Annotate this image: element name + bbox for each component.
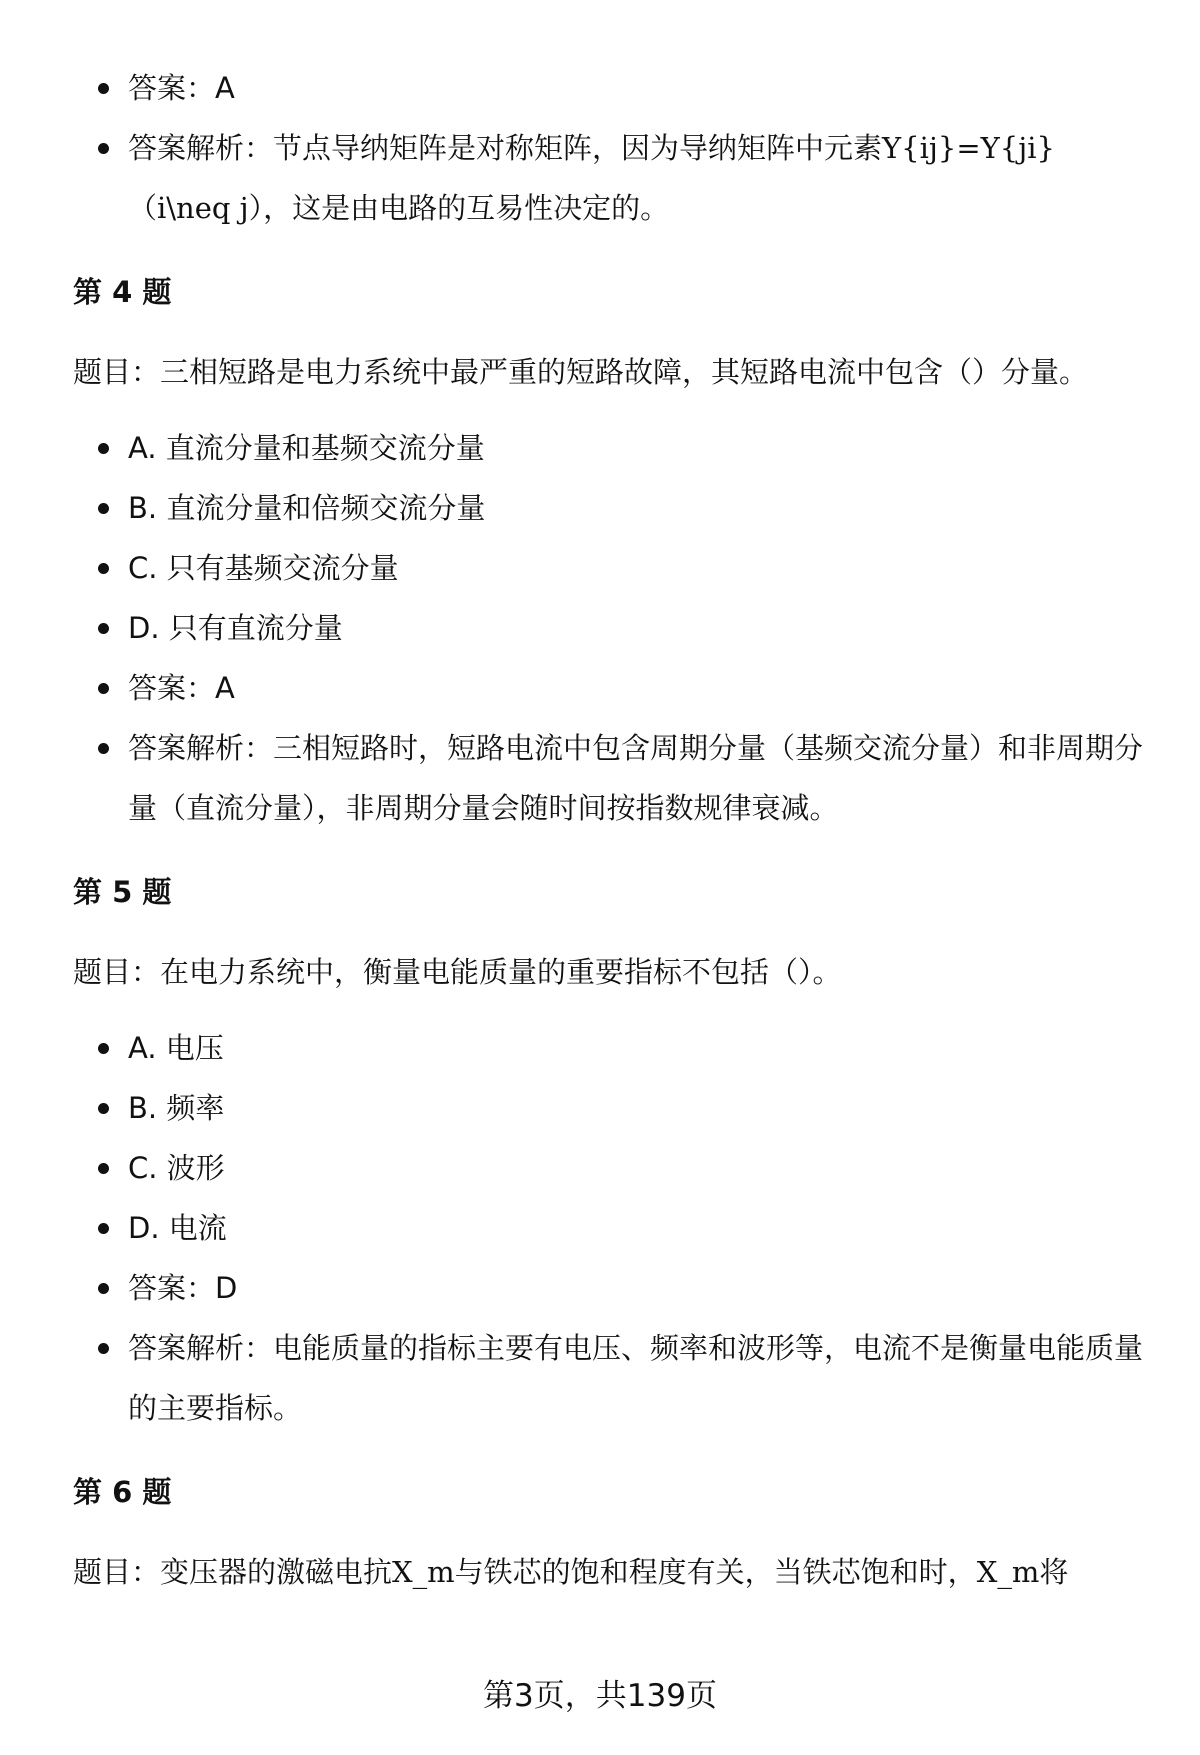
question-4-heading: 第 4 题 [73, 275, 172, 309]
option-a: A. 电压 [73, 1018, 1153, 1078]
page-content [73, 58, 1153, 1592]
prev-question-list [73, 58, 1153, 238]
analysis-text-end: ，这是由电路的互易性决定的。 [263, 191, 670, 225]
question-5-text: 题目：在电力系统中，衡量电能质量的重要指标不包括（）。 [73, 955, 842, 989]
analysis-item: 答案解析：电能质量的指标主要有电压、频率和波形等，电流不是衡量电能质量的主要指标。 [73, 1318, 1153, 1438]
question-4-options [73, 418, 1153, 838]
question-6-text-a: 题目：变压器的激磁电抗 [73, 1555, 393, 1589]
option-c: C. 波形 [73, 1138, 1153, 1198]
answer-item: 答案：A [73, 58, 1153, 118]
question-6-text-b: 与铁芯的饱和程度有关，当铁芯饱和时， [454, 1555, 977, 1589]
question-4-text: 题目：三相短路是电力系统中最严重的短路故障，其短路电流中包含（）分量。 [73, 355, 1089, 389]
question-6-math-1: X_m [392, 1555, 455, 1589]
option-d: D. 只有直流分量 [73, 598, 1153, 658]
analysis-text: 答案解析：节点导纳矩阵是对称矩阵，因为导纳矩阵中元素 [128, 131, 883, 165]
question-6-math-2: X_m [976, 1555, 1040, 1589]
option-b: B. 频率 [73, 1078, 1153, 1138]
answer-item: 答案：D [73, 1258, 1153, 1318]
question-6-text-c: 将 [1039, 1555, 1069, 1589]
option-b: B. 直流分量和倍频交流分量 [73, 478, 1153, 538]
analysis-item [73, 118, 1153, 238]
answer-item: 答案：A [73, 658, 1153, 718]
option-c: C. 只有基频交流分量 [73, 538, 1153, 598]
analysis-math: Y{ij}=Y{ji}（i\neq j） [128, 131, 1055, 225]
question-6-text [73, 1552, 1153, 1592]
page-footer: 第3页，共139页 [483, 1678, 717, 1714]
question-5-heading: 第 5 题 [73, 875, 172, 909]
question-5-options [73, 1018, 1153, 1438]
analysis-item: 答案解析：三相短路时，短路电流中包含周期分量（基频交流分量）和非周期分量（直流分量），非周期分量会随时间按指数规律衰减。 [73, 718, 1153, 838]
option-d: D. 电流 [73, 1198, 1153, 1258]
question-6-heading: 第 6 题 [73, 1475, 172, 1509]
option-a: A. 直流分量和基频交流分量 [73, 418, 1153, 478]
